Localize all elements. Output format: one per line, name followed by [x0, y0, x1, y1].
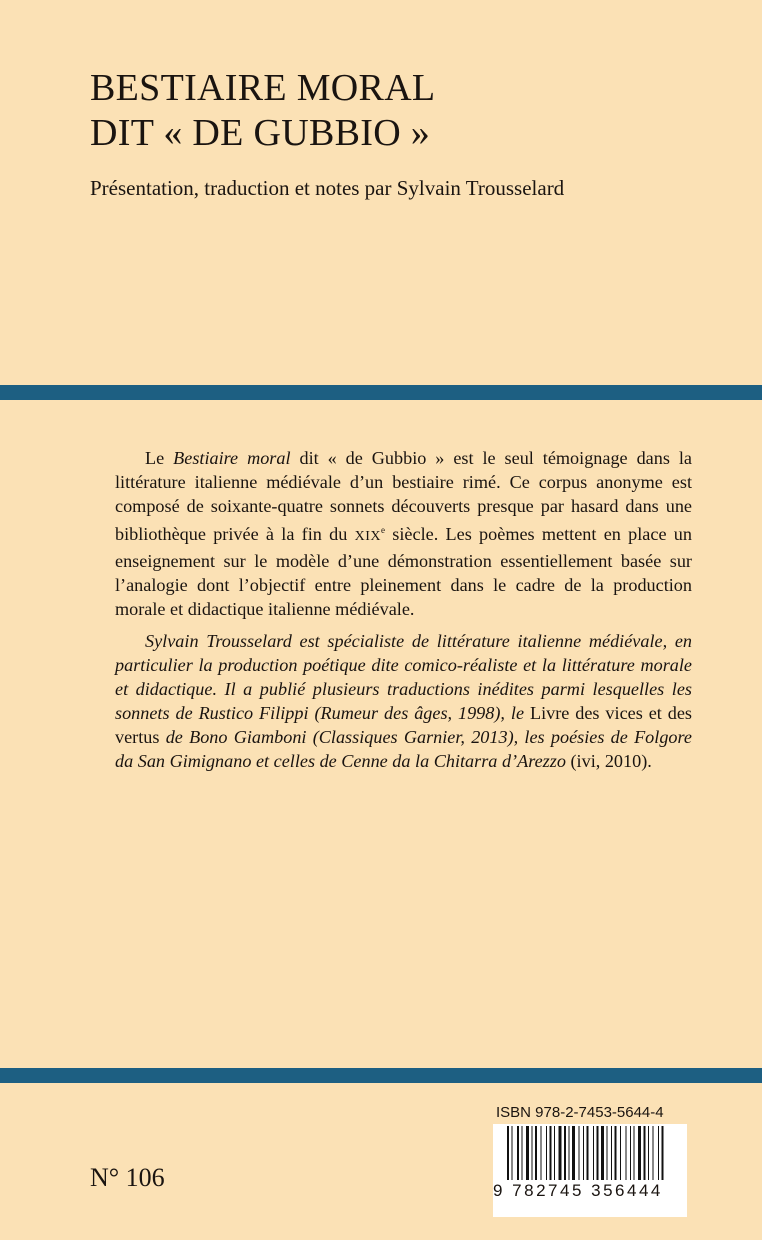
barcode-bar — [517, 1126, 519, 1180]
barcode-bar — [615, 1126, 617, 1180]
barcode-bar — [522, 1126, 523, 1180]
barcode-bar — [541, 1126, 542, 1180]
barcode-bar — [607, 1126, 608, 1180]
barcode-bar — [535, 1126, 537, 1180]
barcode-bar — [644, 1126, 646, 1180]
barcode-bar — [620, 1126, 621, 1180]
bio-book-title: Livre des vices et des vertus — [115, 703, 692, 747]
desc-century: XIX — [354, 529, 382, 545]
barcode-bar — [512, 1126, 513, 1180]
barcode-bar — [653, 1126, 654, 1180]
desc-century-sup: e — [381, 525, 386, 535]
barcode-bar — [546, 1126, 547, 1180]
barcode-bar — [601, 1126, 604, 1180]
series-number: N° 106 — [90, 1163, 165, 1192]
barcode-bar — [559, 1126, 562, 1180]
barcode-bar — [564, 1126, 566, 1180]
author-bio — [115, 629, 692, 773]
bio-text-4: . — [647, 751, 652, 771]
book-title — [90, 66, 435, 156]
barcode-bar — [597, 1126, 599, 1180]
title-line-1: BESTIAIRE MORAL — [90, 67, 436, 109]
bio-text-1: Sylvain Trousselard est spécialiste de littérature italienne médiévale, en particulier la production poétique dite comico-réaliste et la littérature morale et didactique. Il a publié plusieurs traductions inédites parmi lesquelles les sonnets de Rustico Filippi (Rumeur des âges, 1998), le — [115, 631, 692, 723]
barcode-bar — [583, 1126, 584, 1180]
top-divider — [0, 385, 762, 400]
barcode-bar — [587, 1126, 589, 1180]
barcode-bar — [554, 1126, 555, 1180]
barcode-bar — [593, 1126, 594, 1180]
barcode-bar — [526, 1126, 529, 1180]
barcode-bar — [630, 1126, 631, 1180]
barcode-bar — [662, 1126, 664, 1180]
barcode-bar — [532, 1126, 533, 1180]
barcode-bar — [626, 1126, 627, 1180]
barcode-digits: 9 782745 356444 — [493, 1181, 663, 1200]
barcode-bar — [648, 1126, 649, 1180]
bio-text-2: de Bono Giamboni (Classiques Garnier, 2013), les poésies de Folgore da San Gimignano et celles de Cenne da la Chitarra d’Arezzo — [115, 727, 692, 771]
desc-book-title: Bestiaire moral — [173, 448, 291, 468]
barcode-bar — [658, 1126, 659, 1180]
barcode-bar — [572, 1126, 575, 1180]
desc-text-2: dit « de Gubbio » est le seul témoignage dans la littérature italienne médiévale d’un bestiaire rimé. Ce corpus anonyme est composé de soixante-quatre sonnets découverts presque par hasard dans une bibliothèque privée à la fin du — [115, 448, 692, 545]
barcode-bar — [550, 1126, 552, 1180]
barcode-bar — [638, 1126, 641, 1180]
barcode-bar — [611, 1126, 612, 1180]
barcode-bar — [507, 1126, 509, 1180]
book-description — [115, 446, 692, 621]
barcode-bar — [579, 1126, 580, 1180]
desc-text-1: Le — [145, 448, 174, 468]
barcode-bars — [493, 1124, 687, 1184]
barcode-bar — [569, 1126, 570, 1180]
isbn-label: ISBN 978-2-7453-5644-4 — [496, 1104, 664, 1121]
bio-text-3: (ivi, 2010) — [570, 751, 648, 771]
subtitle: Présentation, traduction et notes par Sylvain Trousselard — [90, 176, 565, 200]
barcode-bar — [634, 1126, 635, 1180]
bottom-divider — [0, 1068, 762, 1083]
title-line-2: DIT « DE GUBBIO » — [90, 111, 431, 154]
barcode — [493, 1124, 687, 1217]
desc-text-3: siècle. Les poèmes mettent en place un enseignement sur le modèle d’une démonstration essentiellement basée sur l’analogie dont l’objectif entre pleinement dans le cadre de la production morale et didactique italienne médiévale. — [115, 524, 692, 620]
